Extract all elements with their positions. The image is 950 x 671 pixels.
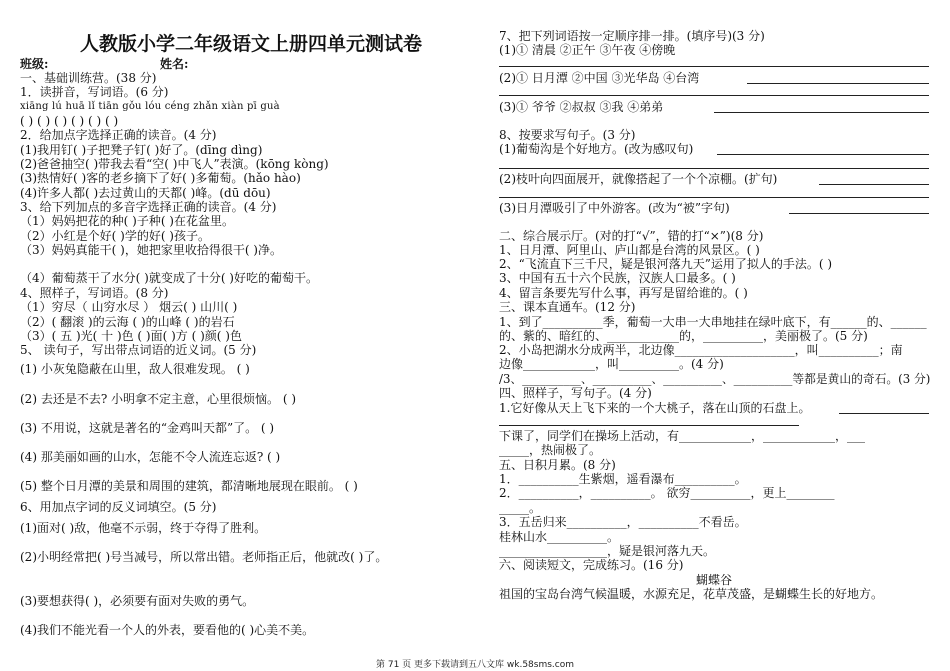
judge-item: 4、留言条要先写什么事，再写是留给谁的。( ) bbox=[499, 286, 748, 300]
fill-line: /3、__________、__________、__________、__________等都是黄山的奇石。(3 分) bbox=[499, 372, 931, 386]
fill-line: _____。 bbox=[499, 501, 542, 515]
answer-line bbox=[499, 95, 929, 96]
fill-line: 的、紫的、暗红的、____________的，__________，美丽极了。(5 分) bbox=[499, 329, 868, 343]
answer-line bbox=[839, 413, 929, 414]
q6-heading: 6、用加点字词的反义词填空。(5 分) bbox=[20, 500, 217, 514]
judge-item: 3、中国有五十六个民族，汉族人口最多。( ) bbox=[499, 271, 736, 285]
q8-item: (1)葡萄沟是个好地方。(改为感叹句) bbox=[499, 142, 694, 156]
section-2-heading: 二、综合展示厅。(对的打“√”，错的打“×”)(8 分) bbox=[499, 229, 764, 243]
fill-line: 1、到了__________季，葡萄一大串一大串地挂在绿叶底下，有______的、______ bbox=[499, 315, 927, 329]
q5-item: (4) 那美丽如画的山水，怎能不令人流连忘返? ( ) bbox=[20, 450, 281, 464]
q7-heading: 7、把下列词语按一定顺序排一排。(填序号)(3 分) bbox=[499, 29, 765, 43]
q3-item: （3）妈妈真能干( )，她把家里收拾得很干( )净。 bbox=[20, 243, 282, 257]
fill-line: 下课了，同学们在操场上活动，有____________，____________，___ bbox=[499, 429, 866, 443]
fill-line: __________________，疑是银河落九天。 bbox=[499, 544, 716, 558]
q1-heading: 1．读拼音，写词语。(6 分) bbox=[20, 85, 169, 99]
q2-item: (3)热情好( )客的老乡摘下了好( )多葡萄。(hǎo hào) bbox=[20, 171, 301, 185]
q3-item: （2）小红是个好( )学的好( )孩子。 bbox=[20, 229, 210, 243]
q3-item: （1）妈妈把花的种( )子种( )在花盆里。 bbox=[20, 214, 234, 228]
q2-item: (1)我用钉( )子把凳子钉( )好了。(dīng dìng) bbox=[20, 143, 263, 157]
q1-pinyin: xiāng lú huā lǐ tiān gǒu lóu céng zhǎn xiàn pī guà bbox=[20, 101, 280, 112]
q7-item: (2)① 日月潭 ②中国 ③光华岛 ④台湾 bbox=[499, 71, 700, 85]
q4-item: （1）穷尽（ 山穷水尽 ） 烟云( ) 山川( ) bbox=[20, 300, 238, 314]
answer-line bbox=[819, 184, 929, 185]
q5-heading: 5、 读句子，写出带点词语的近义词。(5 分) bbox=[20, 343, 257, 357]
q6-item: (3)要想获得( )，必须要有面对失败的勇气。 bbox=[20, 594, 255, 608]
class-label: 班级: bbox=[20, 57, 49, 71]
judge-item: 1、日月潭、阿里山、庐山都是台湾的风景区。( ) bbox=[499, 243, 760, 257]
q5-item: (2) 去还是不去? 小明拿不定主意，心里很烦恼。 ( ) bbox=[20, 392, 297, 406]
section-1-heading: 一、基础训练营。(38 分) bbox=[20, 71, 157, 85]
page-footer: 第 71 页 更多下载请到五八文库 wk.58sms.com bbox=[375, 660, 574, 670]
answer-line bbox=[499, 168, 929, 169]
q7-item: (1)① 清晨 ②正午 ③午夜 ④傍晚 bbox=[499, 43, 676, 57]
q2-heading: 2．给加点字选择正确的读音。(4 分) bbox=[20, 128, 217, 142]
section-5-heading: 五、日积月累。(8 分) bbox=[499, 458, 616, 472]
q2-item: (4)许多人都( )去过黄山的天都( )峰。(dū dōu) bbox=[20, 186, 271, 200]
fill-line: 1．__________生紫烟，遥看瀑布__________。 bbox=[499, 472, 747, 486]
answer-line bbox=[499, 197, 929, 198]
judge-item: 2、“飞流直下三千尺，疑是银河落九天”运用了拟人的手法。( ) bbox=[499, 257, 833, 271]
section-4-heading: 四、照样子，写句子。(4 分) bbox=[499, 386, 652, 400]
q8-heading: 8、按要求写句子。(3 分) bbox=[499, 128, 636, 142]
q6-item: (1)面对( )敌，他毫不示弱，终于夺得了胜利。 bbox=[20, 521, 267, 535]
fill-line: 2．__________，__________。 欲穷__________，更上________ bbox=[499, 486, 835, 500]
page-title: 人教版小学二年级语文上册四单元测试卷 bbox=[79, 33, 422, 55]
q8-item: (2)枝叶向四面展开，就像搭起了一个个凉棚。(扩句) bbox=[499, 172, 778, 186]
passage-title: 蝴蝶谷 bbox=[695, 573, 732, 587]
q2-item: (2)爸爸抽空( )带我去看“空( )中飞人”表演。(kōng kòng) bbox=[20, 157, 329, 171]
q4-item: （3）( 五 )光( 十 )色 ( )面( )方 ( )颜( )色 bbox=[20, 329, 242, 343]
q4-item: （2）( 翻滚 )的云海 ( )的山峰 ( )的岩石 bbox=[20, 315, 235, 329]
answer-line bbox=[714, 112, 929, 113]
q1-blanks: ( ) ( ) ( ) ( ) ( ) ( ) bbox=[20, 114, 119, 128]
example-sentence: 1.它好像从天上飞下来的一个大桃子，落在山顶的石盘上。 bbox=[499, 401, 811, 415]
q8-item: (3)日月潭吸引了中外游客。(改为“被”字句) bbox=[499, 201, 730, 215]
answer-line bbox=[717, 154, 929, 155]
fill-line: 边像____________，叫__________。(4 分) bbox=[499, 357, 724, 371]
answer-line bbox=[789, 213, 929, 214]
fill-line: 桂林山水__________。 bbox=[499, 530, 620, 544]
q3-heading: 3、给下列加点的多音字选择正确的读音。(4 分) bbox=[20, 200, 277, 214]
answer-line bbox=[499, 425, 799, 426]
q3-item: （4）葡萄蒸干了水分( )就变成了十分( )好吃的葡萄干。 bbox=[20, 271, 318, 285]
passage-text: 祖国的宝岛台湾气候温暖，水源充足，花草茂盛，是蝴蝶生长的好地方。 bbox=[499, 587, 884, 601]
name-label: 姓名: bbox=[160, 57, 189, 71]
q4-heading: 4、照样子，写词语。(8 分) bbox=[20, 286, 169, 300]
fill-line: 2、小岛把湖水分成两半，北边像____________________，叫__________；南 bbox=[499, 343, 903, 357]
q5-item: (5) 整个日月潭的美景和周围的建筑，都清晰地展现在眼前。 ( ) bbox=[20, 479, 358, 493]
fill-line: _____，热闹极了。 bbox=[499, 443, 602, 457]
fill-line: 3．五岳归来__________，__________不看岳。 bbox=[499, 515, 747, 529]
answer-line bbox=[747, 83, 929, 84]
section-3-heading: 三、课本直通车。(12 分) bbox=[499, 300, 636, 314]
answer-line bbox=[499, 66, 929, 67]
q7-item: (3)① 爷爷 ②叔叔 ③我 ④弟弟 bbox=[499, 100, 664, 114]
q5-item: (1) 小灰兔隐蔽在山里，敌人很难发现。 ( ) bbox=[20, 362, 250, 376]
section-6-heading: 六、阅读短文，完成练习。(16 分) bbox=[499, 558, 684, 572]
q5-item: (3) 不用说，这就是著名的“金鸡叫天都”了。 ( ) bbox=[20, 421, 275, 435]
q6-item: (4)我们不能光看一个人的外表，要看他的( )心美不美。 bbox=[20, 623, 315, 637]
q6-item: (2)小明经常把( )号当减号，所以常出错。老师指正后，他就改( )了。 bbox=[20, 550, 388, 564]
